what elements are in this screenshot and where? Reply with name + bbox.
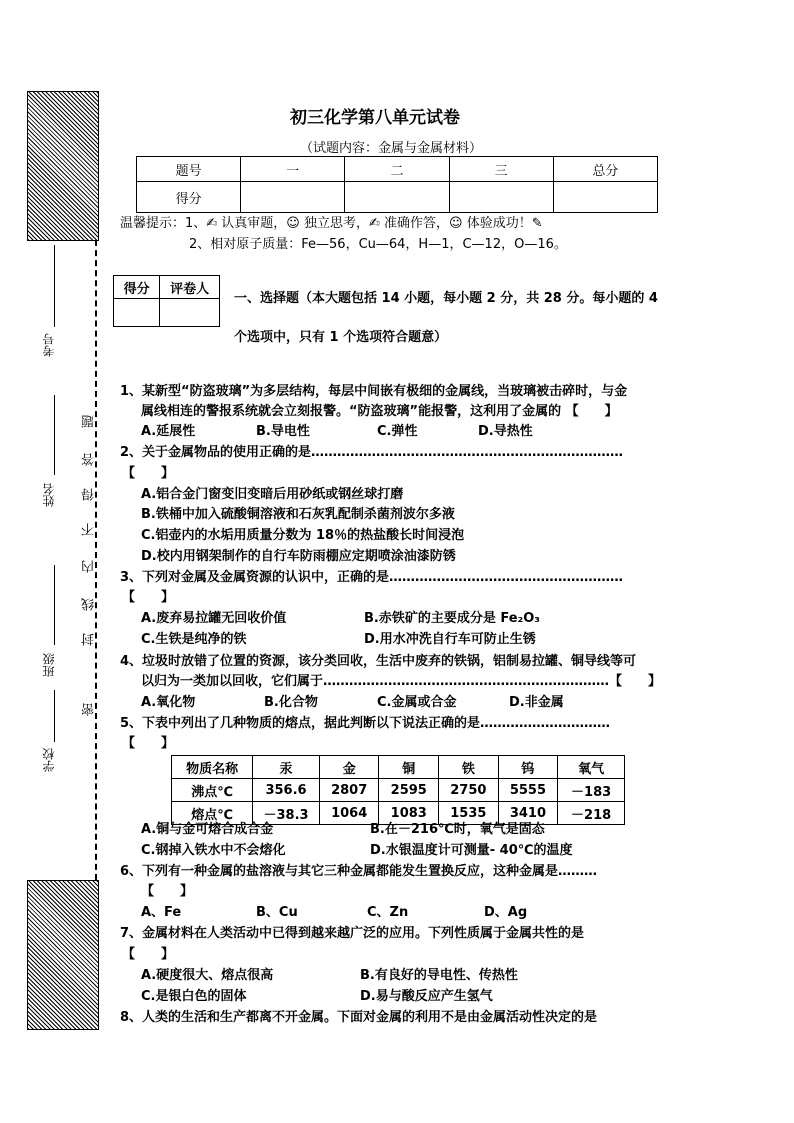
option[interactable]: A.铝合金门窗变旧变暗后用砂纸或钢丝球打磨 [141, 487, 404, 502]
table-header: 物质名称 [172, 756, 253, 779]
table-header: 金 [319, 756, 379, 779]
option[interactable]: B.化合物 [264, 695, 318, 710]
seal-char: 内 [82, 560, 97, 573]
table-cell: 3410 [498, 802, 558, 825]
name-field[interactable] [38, 395, 58, 520]
table-cell: －218 [558, 802, 625, 825]
grader-table [113, 275, 220, 327]
option[interactable]: A.废弃易拉罐无回收价值 [141, 611, 287, 626]
option[interactable]: C.弹性 [377, 424, 418, 439]
answer-bracket[interactable]: 【 】 [122, 947, 175, 962]
question-1: 1、某新型“防盗玻璃”为多层结构，每层中间嵌有极细的金属线，当玻璃被击碎时，与金 [120, 384, 628, 399]
score-header: 题号 [137, 157, 241, 182]
seal-char: 得 [82, 488, 97, 501]
hatch-block-bottom [27, 880, 99, 1030]
score-cell[interactable] [345, 182, 449, 213]
class-field[interactable] [38, 565, 58, 690]
option[interactable]: B.铁桶中加入硫酸铜溶液和石灰乳配制杀菌剂波尔多液 [141, 507, 455, 522]
seal-char: 封 [82, 633, 97, 646]
seal-char: 答 [82, 453, 97, 466]
question-5: 5、下表中列出了几种物质的熔点，据此判断以下说法正确的是………………………… [120, 716, 611, 731]
question-3: 3、下列对金属及金属资源的认识中，正确的是……………………………………………… [120, 570, 624, 585]
option[interactable]: B.赤铁矿的主要成分是 Fe₂O₃ [364, 611, 540, 626]
option[interactable]: D.用水冲洗自行车可防止生锈 [364, 632, 536, 647]
school-field[interactable] [38, 690, 58, 815]
table-header: 铁 [439, 756, 499, 779]
exam-no-field[interactable] [38, 245, 58, 370]
option[interactable]: C.是银白色的固体 [141, 989, 247, 1004]
option[interactable]: B.在－216℃时，氧气是固态 [370, 822, 545, 837]
score-header: 总分 [553, 157, 657, 182]
option[interactable]: D.导热性 [478, 424, 533, 439]
page-subtitle: （试题内容：金属与金属材料） [300, 141, 483, 156]
table-cell: 356.6 [253, 779, 320, 802]
option[interactable]: D、Ag [484, 905, 528, 920]
option[interactable]: D.易与酸反应产生氢气 [360, 989, 493, 1004]
question-4: 4、垃圾时放错了位置的资源，该分类回收，生活中废弃的铁锅，铝制易拉罐、铜导线等可 [120, 654, 637, 669]
table-header: 铜 [379, 756, 439, 779]
table-cell: 1083 [379, 802, 439, 825]
melting-point-table [171, 755, 625, 825]
score-header: 三 [449, 157, 553, 182]
seal-char: 不 [82, 523, 97, 536]
table-row [172, 779, 625, 802]
option[interactable]: A、Fe [141, 905, 182, 920]
table-cell: －38.3 [253, 802, 320, 825]
tips-line-1: 温馨提示：1、✍ 认真审题，☺ 独立思考，✍ 准确作答，☺ 体验成功！✎ [120, 216, 543, 231]
grader-name-label: 评卷人 [160, 276, 220, 299]
option[interactable]: B、Cu [256, 905, 298, 920]
table-cell: 2807 [319, 779, 379, 802]
table-header: 汞 [253, 756, 320, 779]
option[interactable]: A.硬度很大、熔点很高 [141, 968, 274, 983]
seal-char: 线 [82, 598, 97, 611]
question-6: 6、下列有一种金属的盐溶液与其它三种金属都能发生置换反应，这种金属是……… [120, 864, 598, 879]
score-cell[interactable] [241, 182, 345, 213]
answer-bracket[interactable]: 【 】 [122, 736, 175, 751]
table-cell: 2595 [379, 779, 439, 802]
option[interactable]: C、Zn [367, 905, 409, 920]
exam-no-label: 考号 [42, 333, 56, 357]
table-cell: 熔点℃ [172, 802, 253, 825]
question-4-cont: 以归为一类加以回收，它们属于…………………………………………………………【 】 [141, 674, 662, 689]
table-header: 钨 [498, 756, 558, 779]
table-cell: －183 [558, 779, 625, 802]
school-label: 学校 [42, 748, 56, 772]
option[interactable]: B.有良好的导电性、传热性 [360, 968, 518, 983]
score-header: 一 [241, 157, 345, 182]
table-header: 氧气 [558, 756, 625, 779]
option[interactable]: C.铝壶内的水垢用质量分数为 18％的热盐酸长时间浸泡 [141, 528, 465, 543]
question-2: 2、关于金属物品的使用正确的是……………………………………………………………… [120, 445, 624, 460]
option[interactable]: A.延展性 [141, 424, 196, 439]
table-cell: 5555 [498, 779, 558, 802]
option[interactable]: C.生铁是纯净的铁 [141, 632, 247, 647]
table-cell: 1064 [319, 802, 379, 825]
option[interactable]: C.金属或合金 [377, 695, 457, 710]
section-1-header-cont: 个选项中，只有 1 个选项符合题意） [234, 330, 448, 345]
table-cell: 2750 [439, 779, 499, 802]
question-8: 8、人类的生活和生产都离不开金属。下面对金属的利用不是由金属活动性决定的是 [120, 1010, 598, 1025]
option[interactable]: A.铜与金可熔合成合金 [141, 822, 274, 837]
answer-bracket[interactable]: 【 】 [122, 590, 175, 605]
option[interactable]: B.导电性 [256, 424, 310, 439]
question-1-cont: 属线相连的警报系统就会立刻报警。“防盗玻璃”能报警，这利用了金属的 【 】 [141, 404, 618, 419]
answer-bracket[interactable]: 【 】 [141, 884, 194, 899]
seal-char: 题 [82, 415, 97, 428]
grader-score-cell[interactable] [114, 299, 160, 327]
grader-name-cell[interactable] [160, 299, 220, 327]
table-cell: 1535 [439, 802, 499, 825]
option[interactable]: C.钢掉入铁水中不会熔化 [141, 843, 286, 858]
seal-char: 密 [82, 703, 97, 716]
class-label: 班级 [42, 653, 56, 677]
option[interactable]: D.校内用钢架制作的自行车防雨棚应定期喷涂油漆防锈 [141, 549, 456, 564]
option[interactable]: A.氧化物 [141, 695, 196, 710]
score-cell[interactable] [449, 182, 553, 213]
option[interactable]: D.非金属 [509, 695, 564, 710]
table-cell: 沸点℃ [172, 779, 253, 802]
score-header: 二 [345, 157, 449, 182]
score-cell[interactable] [553, 182, 657, 213]
section-1-header: 一、选择题（本大题包括 14 小题，每小题 2 分，共 28 分。每小题的 4 [234, 291, 658, 306]
hatch-block-top [27, 91, 99, 241]
score-table [136, 156, 658, 213]
question-7: 7、金属材料在人类活动中已得到越来越广泛的应用。下列性质属于金属共性的是 [120, 926, 585, 941]
page-title: 初三化学第八单元试卷 [290, 108, 460, 128]
score-row-label: 得分 [137, 182, 241, 213]
grader-score-label: 得分 [114, 276, 160, 299]
tips-line-2: 2、相对原子质量：Fe—56，Cu—64，H—1，C—12，O—16。 [189, 237, 567, 252]
answer-bracket[interactable]: 【 】 [122, 466, 175, 481]
option[interactable]: D.水银温度计可测量- 40℃的温度 [370, 843, 573, 858]
name-label: 姓名 [42, 483, 56, 507]
